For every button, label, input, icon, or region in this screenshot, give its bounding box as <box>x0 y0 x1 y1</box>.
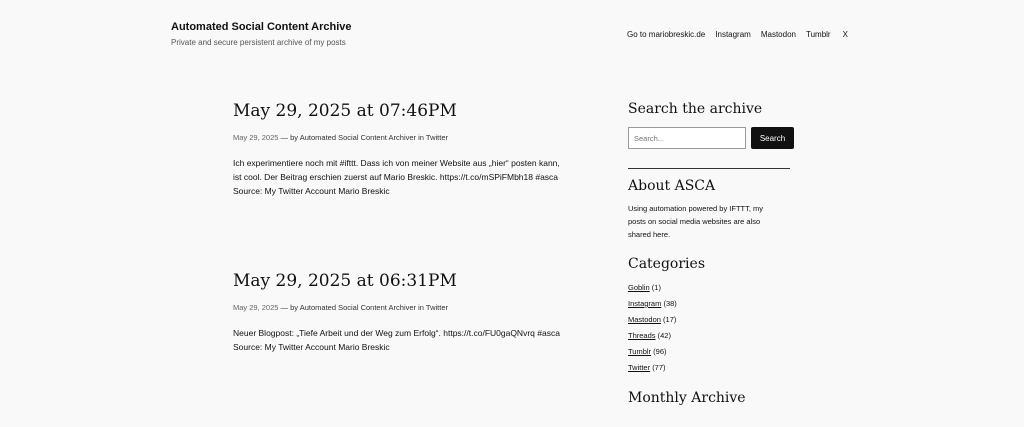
search-button[interactable]: Search <box>751 127 794 149</box>
nav-link-instagram[interactable]: Instagram <box>715 30 751 39</box>
post-body: Ich experimentiere noch mit #ifttt. Dass ich von meiner Website aus „hier“ posten kann, ist cool. Der Beitrag erschien zuerst auf Mario Breskic. https://t.co/mSPiFMbh18 #asca Source: My Twitter Account Mario Breskic <box>233 158 560 196</box>
categories-widget-title: Categories <box>628 256 705 272</box>
category-count: (42) <box>657 331 671 340</box>
category-count: (38) <box>663 299 677 308</box>
site-tagline: Private and secure persistent archive of my posts <box>171 38 346 47</box>
nav-link-mariobreskic[interactable]: Go to mariobreskic.de <box>627 30 706 39</box>
list-item <box>628 312 798 328</box>
list-item <box>628 296 798 312</box>
category-count: (96) <box>653 347 667 356</box>
list-item <box>628 328 798 344</box>
divider <box>628 168 790 169</box>
post-2 <box>233 271 563 354</box>
search-widget-title: Search the archive <box>628 101 763 117</box>
category-link-twitter[interactable]: Twitter <box>628 363 651 372</box>
search-form <box>628 127 798 149</box>
site-title[interactable]: Automated Social Content Archive <box>171 21 352 33</box>
sidebar <box>628 101 798 406</box>
category-link-tumblr[interactable]: Tumblr <box>628 347 652 356</box>
post-title[interactable]: May 29, 2025 at 07:46PM <box>233 101 457 121</box>
site-header <box>171 21 1024 61</box>
post-body: Neuer Blogpost: „Tiefe Arbeit und der Weg zum Erfolg“. https://t.co/FU0gaQNvrq #asca Source: My Twitter Account Mario Breskic <box>233 328 560 352</box>
nav-link-mastodon[interactable]: Mastodon <box>760 30 796 39</box>
list-item <box>628 344 798 360</box>
post-1 <box>233 101 563 198</box>
search-input[interactable] <box>628 127 746 149</box>
about-widget-title: About ASCA <box>628 178 716 194</box>
category-link-threads[interactable]: Threads <box>628 331 656 340</box>
category-count: (77) <box>652 363 666 372</box>
category-link-mastodon[interactable]: Mastodon <box>628 315 661 324</box>
post-meta <box>233 303 563 312</box>
monthly-archive-title: Monthly Archive <box>628 390 746 406</box>
category-link-instagram[interactable]: Instagram <box>628 299 662 308</box>
category-link-goblin[interactable]: Goblin <box>628 283 650 292</box>
category-list <box>628 280 798 376</box>
post-meta <box>233 133 563 142</box>
nav-link-tumblr[interactable]: Tumblr <box>805 30 831 39</box>
post-byline: — by Automated Social Content Archiver in Twitter <box>280 133 448 142</box>
post-date[interactable]: May 29, 2025 <box>233 303 279 312</box>
main-nav <box>627 30 858 39</box>
post-byline: — by Automated Social Content Archiver in Twitter <box>280 303 448 312</box>
about-text: Using automation powered by IFTTT, my posts on social media websites are also shared here. <box>628 204 764 239</box>
list-item <box>628 360 798 376</box>
post-date[interactable]: May 29, 2025 <box>233 133 279 142</box>
category-count: (17) <box>663 315 677 324</box>
post-title[interactable]: May 29, 2025 at 06:31PM <box>233 271 457 291</box>
nav-link-x[interactable]: X <box>842 30 848 39</box>
category-count: (1) <box>651 283 661 292</box>
list-item <box>628 280 798 296</box>
